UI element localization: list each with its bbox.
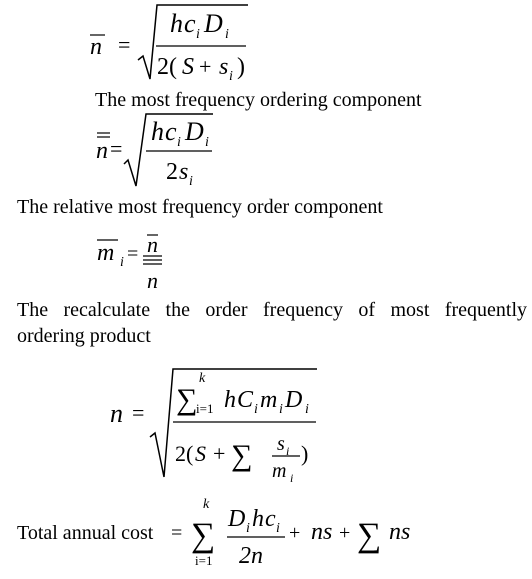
numerator-h: h (170, 9, 183, 38)
sum-symbol: ∑ (191, 517, 216, 554)
denominator-s-sub: i (189, 174, 193, 189)
numerator-D-sub: i (205, 135, 209, 150)
denominator-plus: + (199, 54, 212, 79)
term-sum-symbol: ∑ (357, 517, 382, 554)
equation-eoq-n-bar (0, 0, 532, 90)
inner-frac-den: m (272, 460, 287, 482)
fraction-h: h (252, 506, 264, 532)
numerator-c: c (184, 9, 196, 38)
numerator-C-sub: i (254, 402, 258, 417)
fraction-c-sub: i (276, 521, 280, 536)
equals-sign: = (132, 400, 145, 425)
denominator-close: ) (301, 441, 309, 466)
total-cost-label: Total annual cost (17, 522, 154, 544)
equals-sign: = (171, 522, 183, 544)
numerator-m: m (260, 387, 278, 413)
numerator-D: D (204, 9, 223, 38)
numerator-C: C (237, 387, 254, 413)
denominator-S: S (182, 54, 194, 80)
denominator-S: S (195, 441, 206, 466)
term-ns-2: ns (389, 519, 411, 545)
numerator-h: h (151, 117, 164, 146)
plus-sign-1: + (289, 522, 301, 544)
equals-sign: = (127, 243, 139, 265)
lhs-m: m (97, 240, 115, 266)
numerator-c-sub: i (196, 27, 200, 42)
numerator-c: c (165, 117, 177, 146)
lhs-variable: n (96, 138, 108, 164)
numerator-m-sub: i (279, 402, 283, 417)
label-recalculate-line2: ordering product (17, 325, 151, 347)
sum-bottom: i=1 (195, 553, 213, 568)
inner-frac-num-sub: i (286, 444, 290, 458)
sum-symbol: ∑ (176, 383, 198, 416)
denominator-close: ) (237, 54, 245, 80)
equation-recalculated-frequency (0, 365, 532, 490)
denominator-2: 2 (166, 159, 178, 185)
label-recalculate (17, 297, 527, 349)
label-relative: The relative most frequency order component (17, 196, 383, 218)
inner-frac-den-sub: i (290, 471, 294, 485)
fraction-denominator: 2n (239, 543, 263, 569)
numerator-D: D (185, 117, 204, 146)
sum-bottom: i=1 (196, 401, 214, 416)
numerator-c-sub: i (177, 135, 181, 150)
denominator-sum-symbol: ∑ (231, 439, 253, 472)
numerator-D-sub: i (305, 402, 309, 417)
numerator-D: D (285, 387, 303, 413)
denominator-2: 2( (157, 54, 177, 80)
equation-relative-frequency (0, 220, 532, 300)
sum-top: k (203, 497, 210, 512)
denominator-s-sub: i (229, 69, 233, 84)
equals-sign: = (110, 136, 123, 161)
plus-sign-2: + (339, 522, 351, 544)
denominator-plus: + (213, 441, 226, 466)
equation-total-annual-cost (0, 494, 532, 579)
fraction-c: c (265, 506, 276, 532)
inner-frac-num: s (277, 433, 285, 455)
fraction-D-sub: i (246, 521, 250, 536)
fraction-D: D (228, 506, 246, 532)
sum-top: k (199, 371, 206, 386)
equals-sign: = (118, 32, 131, 57)
label-most-frequency: The most frequency ordering component (95, 89, 422, 111)
numerator-D-sub: i (225, 27, 229, 42)
numerator-h: h (224, 387, 236, 413)
equation-most-frequency (0, 110, 532, 195)
lhs-variable: n (90, 34, 102, 60)
label-recalculate-line1: The recalculate the order frequency of most frequently (17, 299, 527, 321)
denominator-s: s (219, 54, 229, 80)
denominator-n: n (147, 268, 158, 293)
lhs-m-sub: i (120, 255, 124, 270)
denominator-s: s (179, 159, 189, 185)
denominator-2: 2( (175, 441, 194, 466)
numerator-n: n (147, 232, 158, 257)
lhs-variable: n (110, 399, 123, 428)
term-ns: ns (311, 519, 333, 545)
